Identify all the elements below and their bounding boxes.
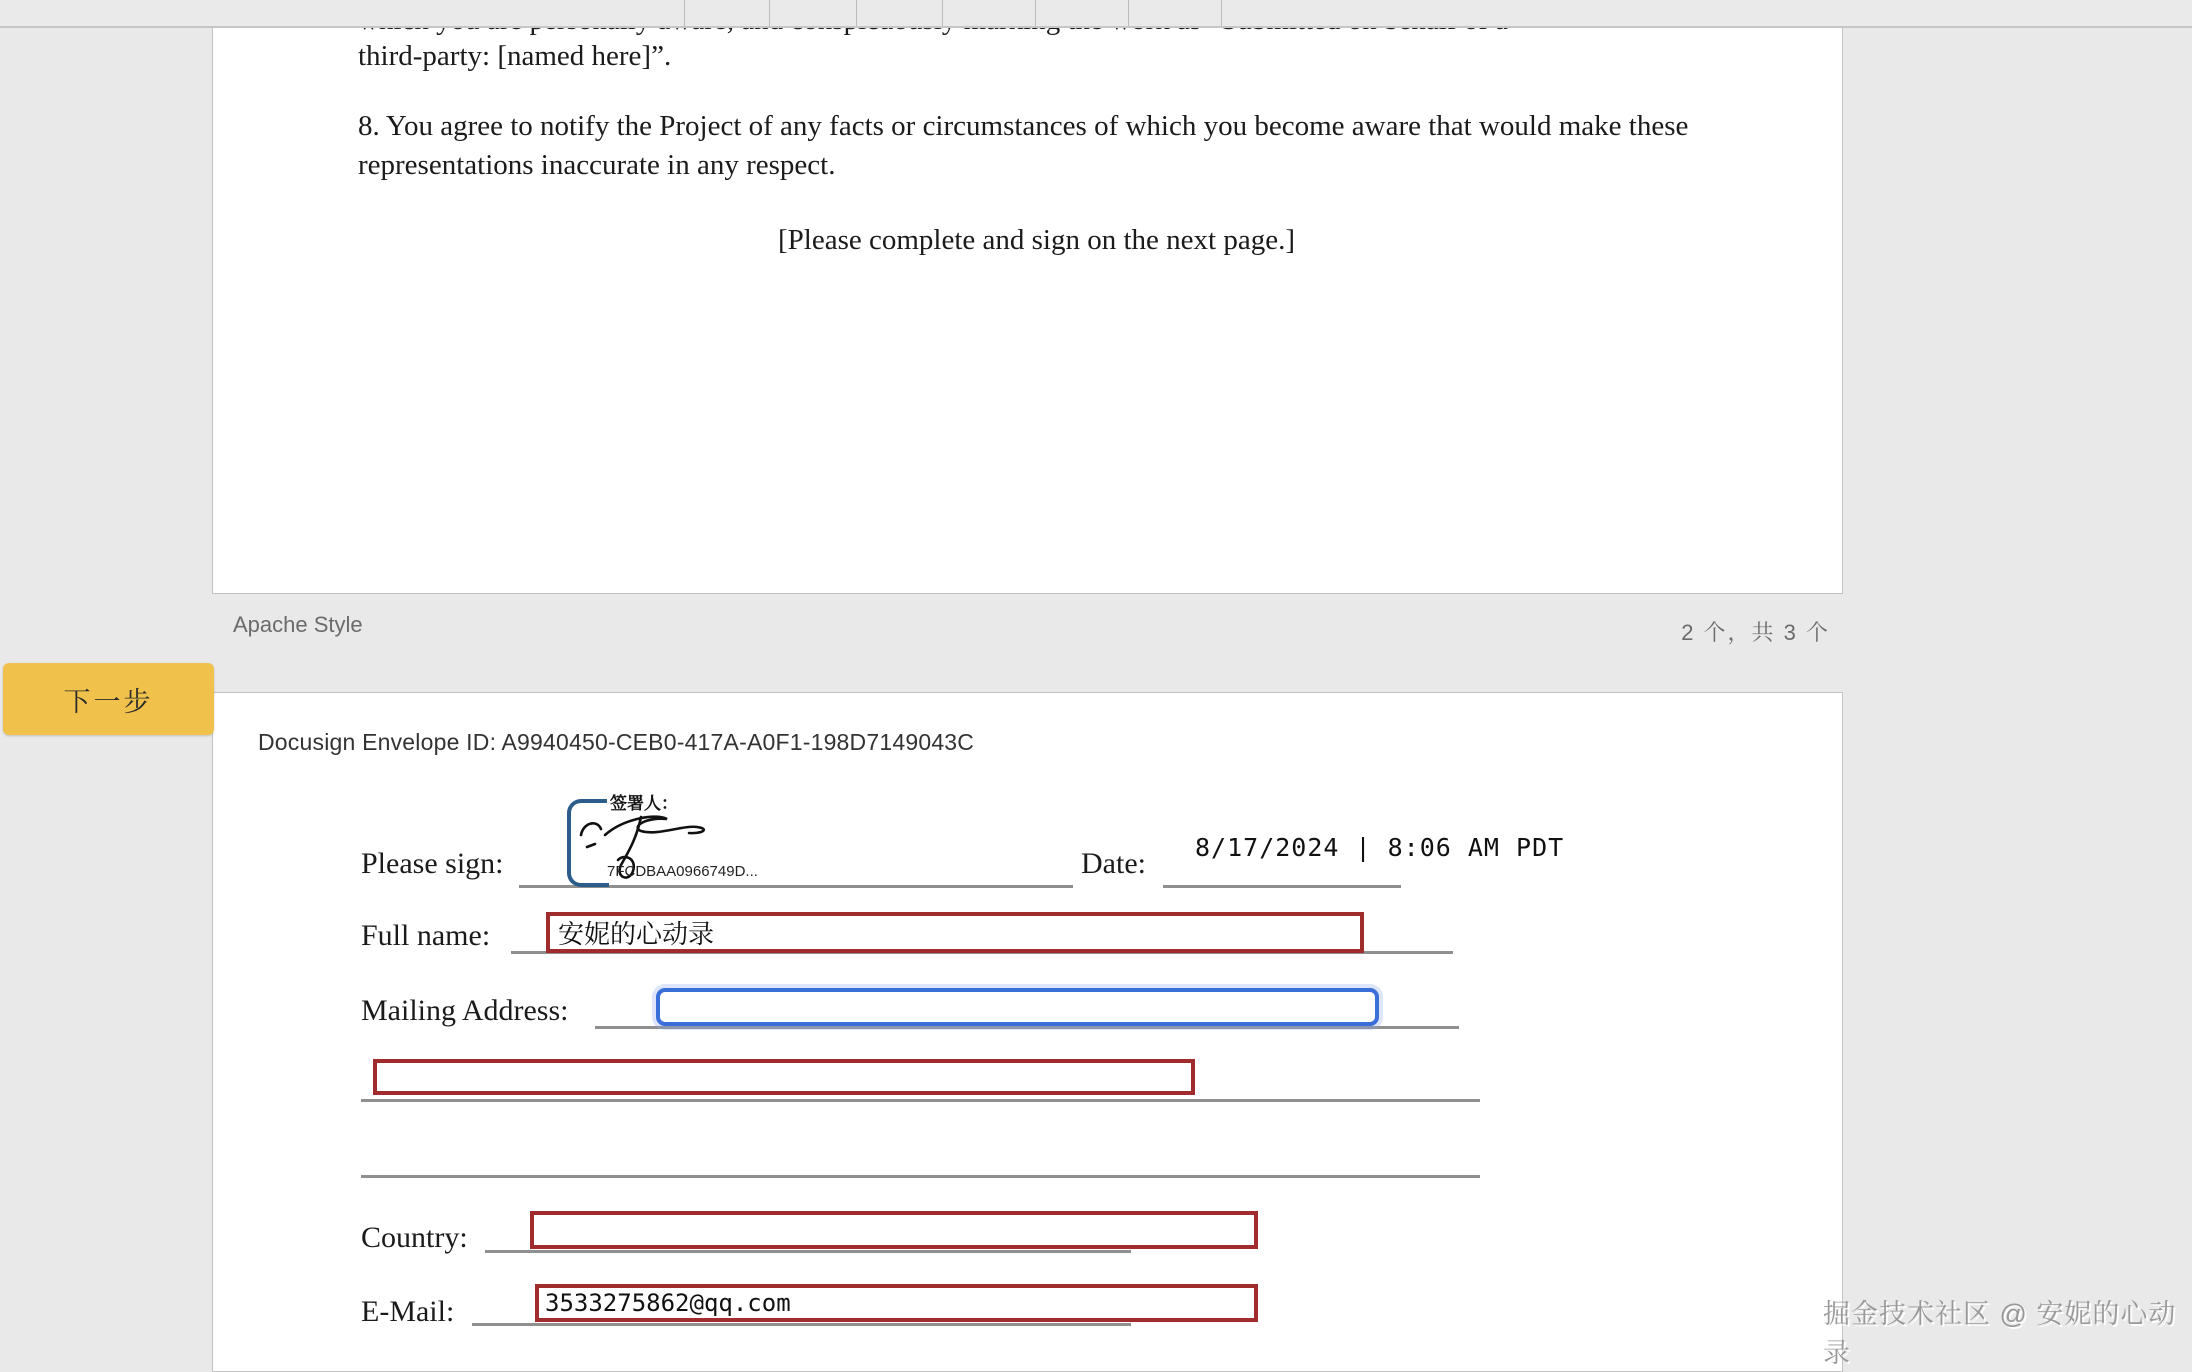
date-value: 8/17/2024 | 8:06 AM PDT [1195,833,1565,862]
address-line2-underline [361,1099,1480,1102]
community-watermark: 掘金技术社区 @ 安妮的心动录 [1823,1299,2177,1368]
country-label: Country: [361,1221,468,1254]
email-label: E-Mail: [361,1295,455,1328]
full-name-label: Full name: [361,919,491,952]
date-underline [1163,885,1401,888]
document-line-thirdparty: third-party: [named here]”. [358,40,672,72]
full-name-value: 安妮的心动录 [558,919,715,949]
email-value: 3533275862@qq.com [545,1289,791,1317]
mailing-address-input[interactable] [656,988,1379,1026]
email-underline [472,1323,1131,1326]
country-input[interactable] [530,1211,1258,1249]
toolbar-divider [769,0,770,26]
toolbar-divider [1035,0,1036,26]
toolbar-divider [942,0,943,26]
country-underline [485,1250,1131,1253]
signature-id-text: 7FCDBAA0966749D... [607,863,758,880]
document-page-2 [212,692,1843,1372]
next-step-button[interactable]: 下一步 [3,663,214,735]
address-line3-underline [361,1175,1480,1178]
toolbar-divider [684,0,685,26]
document-sign-note: [Please complete and sign on the next page.] [777,224,1295,256]
address-line2-input[interactable] [373,1059,1195,1095]
signer-tag-label: 签署人： [607,789,681,814]
mailing-address-label: Mailing Address: [361,994,569,1027]
document-title-label: Apache Style [233,612,363,637]
browser-toolbar-strip [0,0,2192,28]
envelope-id-text: Docusign Envelope ID: A9940450-CEB0-417A-A0F1-198D7149043C [258,729,975,755]
document-page-1 [212,20,1843,594]
email-input[interactable] [535,1284,1258,1322]
full-name-input[interactable] [546,912,1364,953]
sign-label: Please sign: [361,847,504,880]
document-paragraph-8: 8. You agree to notify the Project of any facts or circumstances of which you become aware that would make these representations inaccurate in any respect. [358,110,1689,181]
toolbar-divider [856,0,857,26]
toolbar-divider [1128,0,1129,26]
toolbar-divider [1221,0,1222,26]
mailing-address-underline [595,1026,1459,1029]
mailing-address-value [660,992,668,1022]
page-indicator: 2 个，共 3 个 [1681,620,1830,645]
date-label: Date: [1081,847,1146,880]
